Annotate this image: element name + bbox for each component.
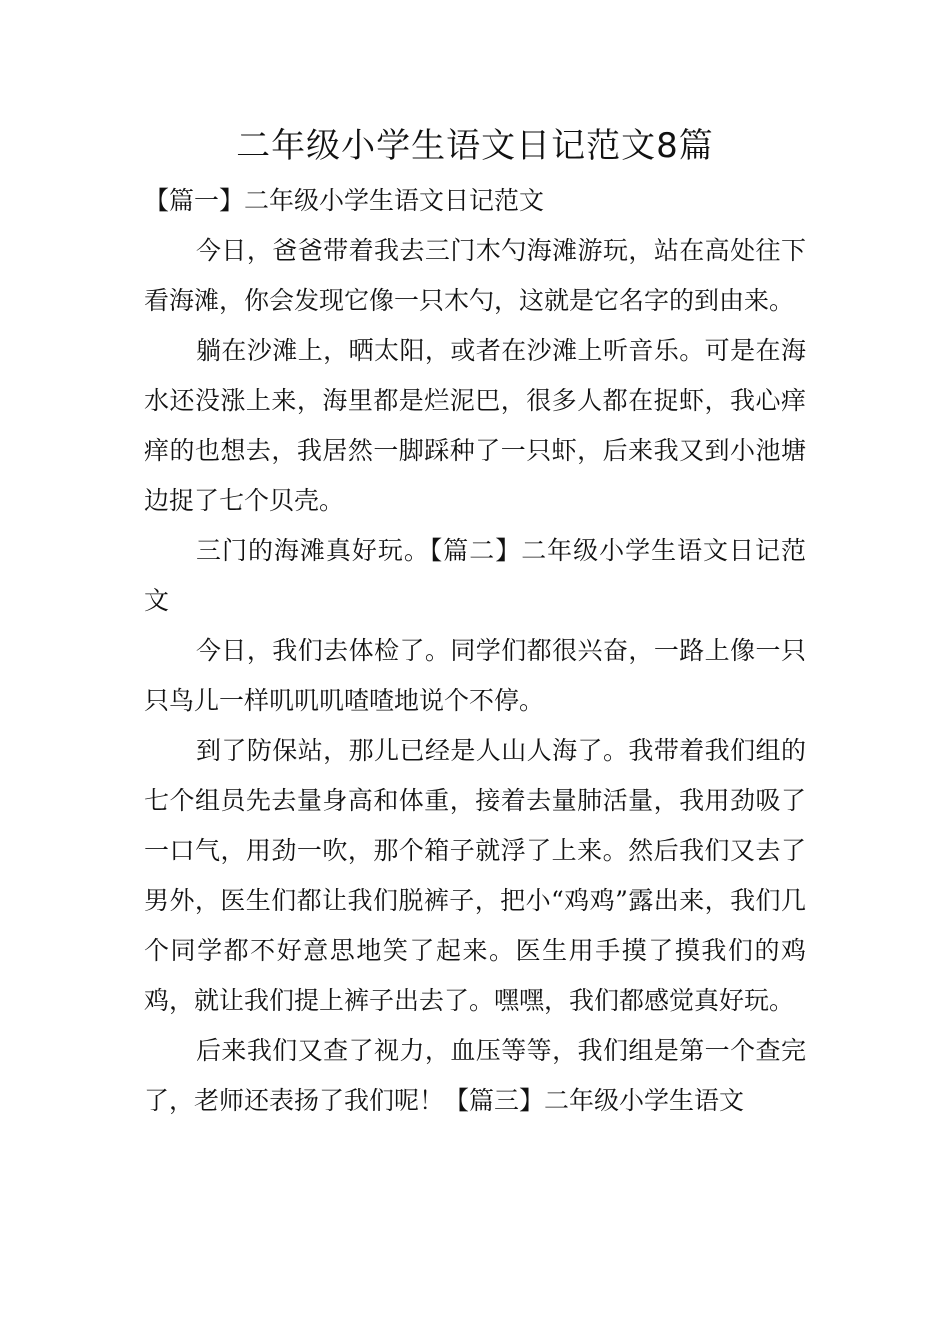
section-heading-1: 【篇一】二年级小学生语文日记范文 [144, 186, 545, 215]
paragraph: 今日，爸爸带着我去三门木勺海滩游玩，站在高处往下看海滩，你会发现它像一只木勺，这就是它名字的到由来。 [144, 236, 806, 315]
paragraph: 三门的海滩真好玩。【篇二】二年级小学生语文日记范文 [144, 536, 806, 615]
document-title: 二年级小学生语文日记范文8篇 [236, 126, 714, 166]
paragraph: 躺在沙滩上，晒太阳，或者在沙滩上听音乐。可是在海水还没涨上来，海里都是烂泥巴，很多人都在捉虾，我心痒痒的也想去，我居然一脚踩种了一只虾，后来我又到小池塘边捉了七个贝壳。 [144, 336, 806, 515]
paragraph: 今日，我们去体检了。同学们都很兴奋，一路上像一只只鸟儿一样叽叽叽喳喳地说个不停。 [144, 636, 806, 715]
paragraph: 到了防保站，那儿已经是人山人海了。我带着我们组的七个组员先去量身高和体重，接着去量肺活量，我用劲吸了一口气，用劲一吹，那个箱子就浮了上来。然后我们又去了男外，医生们都让我们脱裤子，把小“鸡鸡”露出来，我们几个同学都不好意思地笑了起来。医生用手摸了摸我们的鸡鸡，就让我们提上裤子出去了。嘿嘿，我们都感觉真好玩。 [144, 736, 806, 1015]
document-body [144, 176, 806, 1126]
paragraph: 后来我们又查了视力，血压等等，我们组是第一个查完了，老师还表扬了我们呢！【篇三】二年级小学生语文 [144, 1036, 806, 1115]
